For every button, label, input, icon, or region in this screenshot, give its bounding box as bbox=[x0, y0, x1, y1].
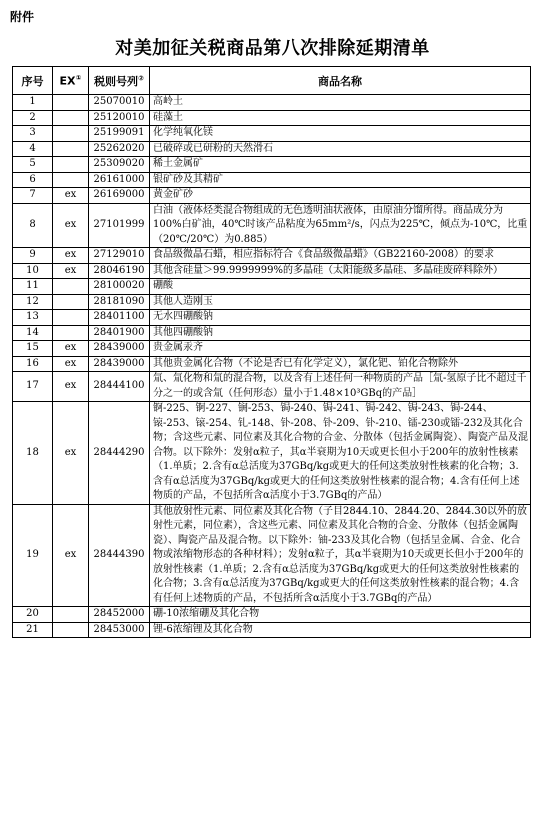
tariff-code-cell: 28181090 bbox=[89, 294, 150, 310]
ex-cell: ex bbox=[53, 263, 89, 279]
product-name-cell: 硅藻土 bbox=[150, 110, 531, 126]
header-tariff-code-footnote-mark: ② bbox=[138, 73, 144, 82]
table-row bbox=[13, 95, 531, 111]
table-header-row bbox=[13, 67, 531, 95]
product-name-cell: 氚、氚化物和氚的混合物，以及含有上述任何一种物质的产品［氚-氢原子比不超过千分之一的或含氚（任何形态）量小于1.48×10³GBq的产品］ bbox=[150, 372, 531, 402]
tariff-code-cell: 27101999 bbox=[89, 203, 150, 248]
product-name-cell: 白油（液体烃类混合物组成的无色透明油状液体，由原油分馏所得。商品成分为100%白矿油，40℃时该产品粘度为65mm²/s，闪点为225℃，倾点为-10℃，比重（20℃/20℃）为0.885） bbox=[150, 203, 531, 248]
ex-cell bbox=[53, 622, 89, 638]
seq-cell: 17 bbox=[13, 372, 53, 402]
table-row bbox=[13, 294, 531, 310]
table-row bbox=[13, 372, 531, 402]
product-name-cell: 锂-6浓缩锂及其化合物 bbox=[150, 622, 531, 638]
product-name-cell: 无水四硼酸钠 bbox=[150, 310, 531, 326]
table-row bbox=[13, 141, 531, 157]
product-name-cell: 高岭土 bbox=[150, 95, 531, 111]
ex-cell bbox=[53, 95, 89, 111]
seq-cell: 8 bbox=[13, 203, 53, 248]
header-ex bbox=[53, 67, 89, 95]
product-name-cell: 其他四硼酸钠 bbox=[150, 325, 531, 341]
seq-cell: 20 bbox=[13, 607, 53, 623]
table-row bbox=[13, 203, 531, 248]
ex-cell: ex bbox=[53, 188, 89, 204]
seq-cell: 5 bbox=[13, 157, 53, 173]
tariff-code-cell: 26169000 bbox=[89, 188, 150, 204]
product-name-cell: 其他人造刚玉 bbox=[150, 294, 531, 310]
ex-cell: ex bbox=[53, 504, 89, 607]
table-row bbox=[13, 504, 531, 607]
table-body bbox=[13, 95, 531, 638]
tariff-code-cell: 28452000 bbox=[89, 607, 150, 623]
ex-cell: ex bbox=[53, 341, 89, 357]
seq-cell: 14 bbox=[13, 325, 53, 341]
seq-cell: 7 bbox=[13, 188, 53, 204]
seq-cell: 12 bbox=[13, 294, 53, 310]
product-name-cell: 已破碎或已研粉的天然滑石 bbox=[150, 141, 531, 157]
ex-cell: ex bbox=[53, 402, 89, 505]
page-title: 对美加征关税商品第八次排除延期清单 bbox=[115, 38, 430, 59]
product-name-cell: 化学纯氧化镁 bbox=[150, 126, 531, 142]
header-ex-label: EX bbox=[59, 74, 76, 88]
product-name-cell: 食品级微晶石蜡，相应指标符合《食品级微晶蜡》（GB22160-2008）的要求 bbox=[150, 248, 531, 264]
seq-cell: 21 bbox=[13, 622, 53, 638]
ex-cell bbox=[53, 141, 89, 157]
table-row bbox=[13, 172, 531, 188]
table-row bbox=[13, 607, 531, 623]
table-row bbox=[13, 157, 531, 173]
ex-cell: ex bbox=[53, 203, 89, 248]
table-row bbox=[13, 310, 531, 326]
product-name-cell: 黄金矿砂 bbox=[150, 188, 531, 204]
table-row bbox=[13, 248, 531, 264]
seq-cell: 11 bbox=[13, 279, 53, 295]
tariff-code-cell: 28453000 bbox=[89, 622, 150, 638]
tariff-code-cell: 26161000 bbox=[89, 172, 150, 188]
ex-cell bbox=[53, 294, 89, 310]
product-name-cell: 其他含硅量＞99.9999999%的多晶硅（太阳能级多晶硅、多晶硅废碎料除外） bbox=[150, 263, 531, 279]
ex-cell bbox=[53, 126, 89, 142]
seq-cell: 10 bbox=[13, 263, 53, 279]
tariff-code-cell: 25309020 bbox=[89, 157, 150, 173]
tariff-code-cell: 28444290 bbox=[89, 402, 150, 505]
seq-cell: 16 bbox=[13, 356, 53, 372]
ex-cell bbox=[53, 172, 89, 188]
ex-cell bbox=[53, 157, 89, 173]
tariff-code-cell: 25120010 bbox=[89, 110, 150, 126]
ex-cell bbox=[53, 607, 89, 623]
product-name-cell: 贵金属汞齐 bbox=[150, 341, 531, 357]
table-row bbox=[13, 402, 531, 505]
tariff-code-cell: 25199091 bbox=[89, 126, 150, 142]
seq-cell: 4 bbox=[13, 141, 53, 157]
annex-label: 附件 bbox=[10, 10, 35, 24]
seq-cell: 1 bbox=[13, 95, 53, 111]
seq-cell: 3 bbox=[13, 126, 53, 142]
ex-cell: ex bbox=[53, 248, 89, 264]
table-row bbox=[13, 263, 531, 279]
tariff-code-cell: 25262020 bbox=[89, 141, 150, 157]
header-tariff-code bbox=[89, 67, 150, 95]
tariff-code-cell: 28444390 bbox=[89, 504, 150, 607]
seq-cell: 15 bbox=[13, 341, 53, 357]
product-name-cell: 银矿砂及其精矿 bbox=[150, 172, 531, 188]
tariff-code-cell: 28046190 bbox=[89, 263, 150, 279]
header-tariff-code-label: 税则号列 bbox=[94, 74, 139, 88]
seq-cell: 2 bbox=[13, 110, 53, 126]
tariff-code-cell: 28439000 bbox=[89, 341, 150, 357]
product-name-cell: 硼酸 bbox=[150, 279, 531, 295]
header-ex-footnote-mark: ① bbox=[75, 73, 82, 82]
seq-cell: 13 bbox=[13, 310, 53, 326]
product-name-cell: 硼-10浓缩硼及其化合物 bbox=[150, 607, 531, 623]
product-name-cell: 锕-225、锕-227、锎-253、锔-240、锔-241、锔-242、锔-243、锔-244、锿-253、锿-254、钆-148、钋-208、钋-209、钋-210、镭-230或镭-232及其化合物；含这些元素、同位素及其化合物的合金、分散体（包括金属陶瓷）、陶瓷产品及混合物。以下除外：发射α粒子，其α半衰期为10天或更长但小于200年的放射性核素（1.单质；2.含有α总活度为37GBq/kg或更大的任何这类放射性核素的化合物；3.含有α总活度为37GBq/kg或更大的任何这类放射性核素的混合物；4.含有任何上述物质的产品，不包括所含α活度小于3.7GBq的产品） bbox=[150, 402, 531, 505]
table-row bbox=[13, 325, 531, 341]
seq-cell: 6 bbox=[13, 172, 53, 188]
tariff-code-cell: 28401100 bbox=[89, 310, 150, 326]
header-product-name: 商品名称 bbox=[150, 67, 531, 95]
exclusion-list-table bbox=[12, 66, 531, 638]
seq-cell: 9 bbox=[13, 248, 53, 264]
product-name-cell: 其他放射性元素、同位素及其化合物（子目2844.10、2844.20、2844.30以外的放射性元素，同位素），含这些元素、同位素及其化合物的合金、分散体（包括金属陶瓷）、陶瓷产品及混合物。以下除外：铀-233及其化合物（包括呈金属、合金、化合物或浓缩物形态的各种材料）；发射α粒子，其α半衰期为10天或更长但小于200年的放射性核素（1.单质；2.含有α总活度为37GBq/kg或更大的任何这类放射性核素的化合物；3.含有α总活度为37GBq/kg或更大的任何这类放射性核素的混合物；4.含有任何上述物质的产品，不包括所含α活度小于3.7GBq的产品） bbox=[150, 504, 531, 607]
product-name-cell: 稀土金属矿 bbox=[150, 157, 531, 173]
table-row bbox=[13, 356, 531, 372]
seq-cell: 18 bbox=[13, 402, 53, 505]
tariff-code-cell: 25070010 bbox=[89, 95, 150, 111]
ex-cell bbox=[53, 325, 89, 341]
ex-cell bbox=[53, 310, 89, 326]
ex-cell bbox=[53, 110, 89, 126]
table-row bbox=[13, 279, 531, 295]
header-seq: 序号 bbox=[13, 67, 53, 95]
tariff-code-cell: 28444100 bbox=[89, 372, 150, 402]
table-row bbox=[13, 126, 531, 142]
table-row bbox=[13, 341, 531, 357]
ex-cell bbox=[53, 279, 89, 295]
product-name-cell: 其他贵金属化合物（不论是否已有化学定义），氯化钯、铂化合物除外 bbox=[150, 356, 531, 372]
tariff-code-cell: 28439000 bbox=[89, 356, 150, 372]
tariff-code-cell: 27129010 bbox=[89, 248, 150, 264]
table-row bbox=[13, 110, 531, 126]
ex-cell: ex bbox=[53, 372, 89, 402]
seq-cell: 19 bbox=[13, 504, 53, 607]
table-row bbox=[13, 622, 531, 638]
tariff-code-cell: 28401900 bbox=[89, 325, 150, 341]
ex-cell: ex bbox=[53, 356, 89, 372]
table-row bbox=[13, 188, 531, 204]
tariff-code-cell: 28100020 bbox=[89, 279, 150, 295]
